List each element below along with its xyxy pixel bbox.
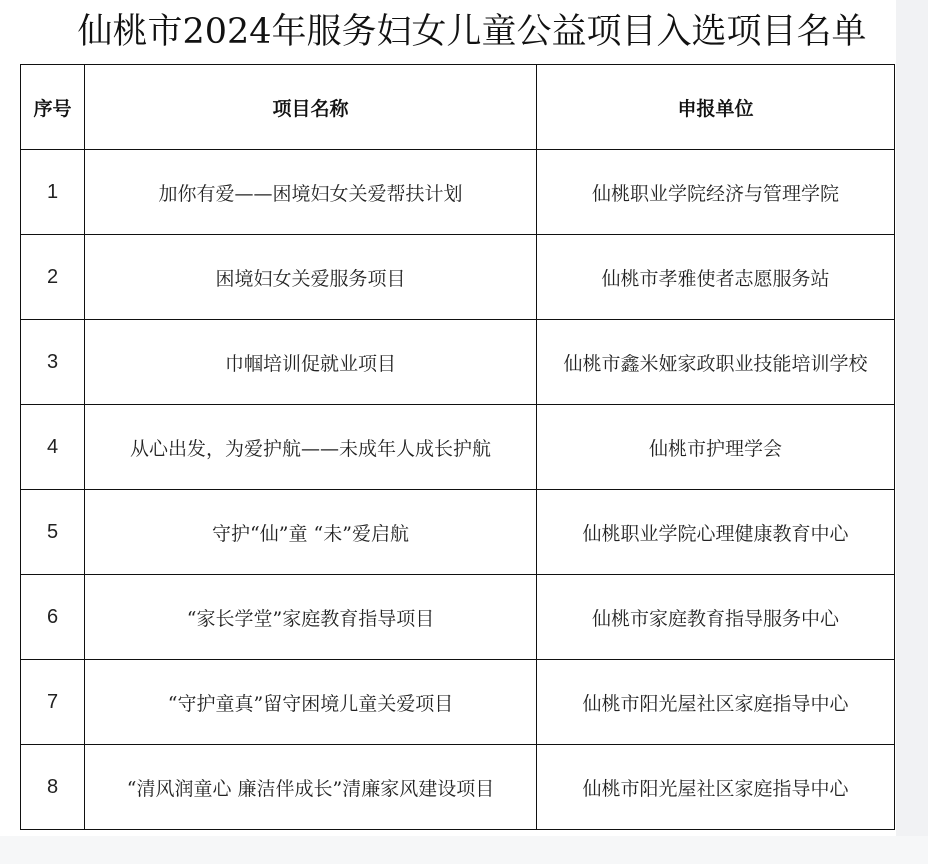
applicant-unit-cell: 仙桃职业学院经济与管理学院 xyxy=(537,150,895,235)
document-title: 仙桃市2024年服务妇女儿童公益项目入选项目名单 xyxy=(77,12,867,52)
serial-number-cell: 4 xyxy=(21,405,85,490)
applicant-unit-cell: 仙桃市鑫米娅家政职业技能培训学校 xyxy=(537,320,895,405)
table-row xyxy=(21,660,895,745)
project-name-cell: 从心出发，为爱护航——未成年人成长护航 xyxy=(85,405,537,490)
applicant-unit-cell: 仙桃市护理学会 xyxy=(537,405,895,490)
serial-number-cell: 7 xyxy=(21,660,85,745)
serial-number-cell: 5 xyxy=(21,490,85,575)
table-row xyxy=(21,745,895,830)
project-name-cell: “守护童真”留守困境儿童关爱项目 xyxy=(85,660,537,745)
serial-number-cell: 1 xyxy=(21,150,85,235)
project-name-cell: “家长学堂”家庭教育指导项目 xyxy=(85,575,537,660)
table-row xyxy=(21,575,895,660)
applicant-unit-cell: 仙桃市家庭教育指导服务中心 xyxy=(537,575,895,660)
page-margin-bottom xyxy=(0,836,928,864)
project-name-cell: 困境妇女关爱服务项目 xyxy=(85,235,537,320)
project-name-cell: 守护“仙”童 “未”爱启航 xyxy=(85,490,537,575)
project-name-cell: “清风润童心 廉洁伴成长”清廉家风建设项目 xyxy=(85,745,537,830)
table-row xyxy=(21,150,895,235)
applicant-unit-cell: 仙桃市阳光屋社区家庭指导中心 xyxy=(537,660,895,745)
project-name-cell: 巾帼培训促就业项目 xyxy=(85,320,537,405)
table-row xyxy=(21,490,895,575)
header-applicant-unit: 申报单位 xyxy=(537,65,895,150)
table-row xyxy=(21,320,895,405)
applicant-unit-cell: 仙桃市阳光屋社区家庭指导中心 xyxy=(537,745,895,830)
project-name-cell: 加你有爱——困境妇女关爱帮扶计划 xyxy=(85,150,537,235)
project-list-table xyxy=(20,64,895,830)
applicant-unit-cell: 仙桃职业学院心理健康教育中心 xyxy=(537,490,895,575)
header-project-name: 项目名称 xyxy=(85,65,537,150)
page-margin-right xyxy=(896,0,928,864)
table-row xyxy=(21,405,895,490)
applicant-unit-cell: 仙桃市孝雅使者志愿服务站 xyxy=(537,235,895,320)
serial-number-cell: 8 xyxy=(21,745,85,830)
serial-number-cell: 3 xyxy=(21,320,85,405)
serial-number-cell: 2 xyxy=(21,235,85,320)
header-serial-number: 序号 xyxy=(21,65,85,150)
serial-number-cell: 6 xyxy=(21,575,85,660)
table-header-row xyxy=(21,65,895,150)
table-row xyxy=(21,235,895,320)
